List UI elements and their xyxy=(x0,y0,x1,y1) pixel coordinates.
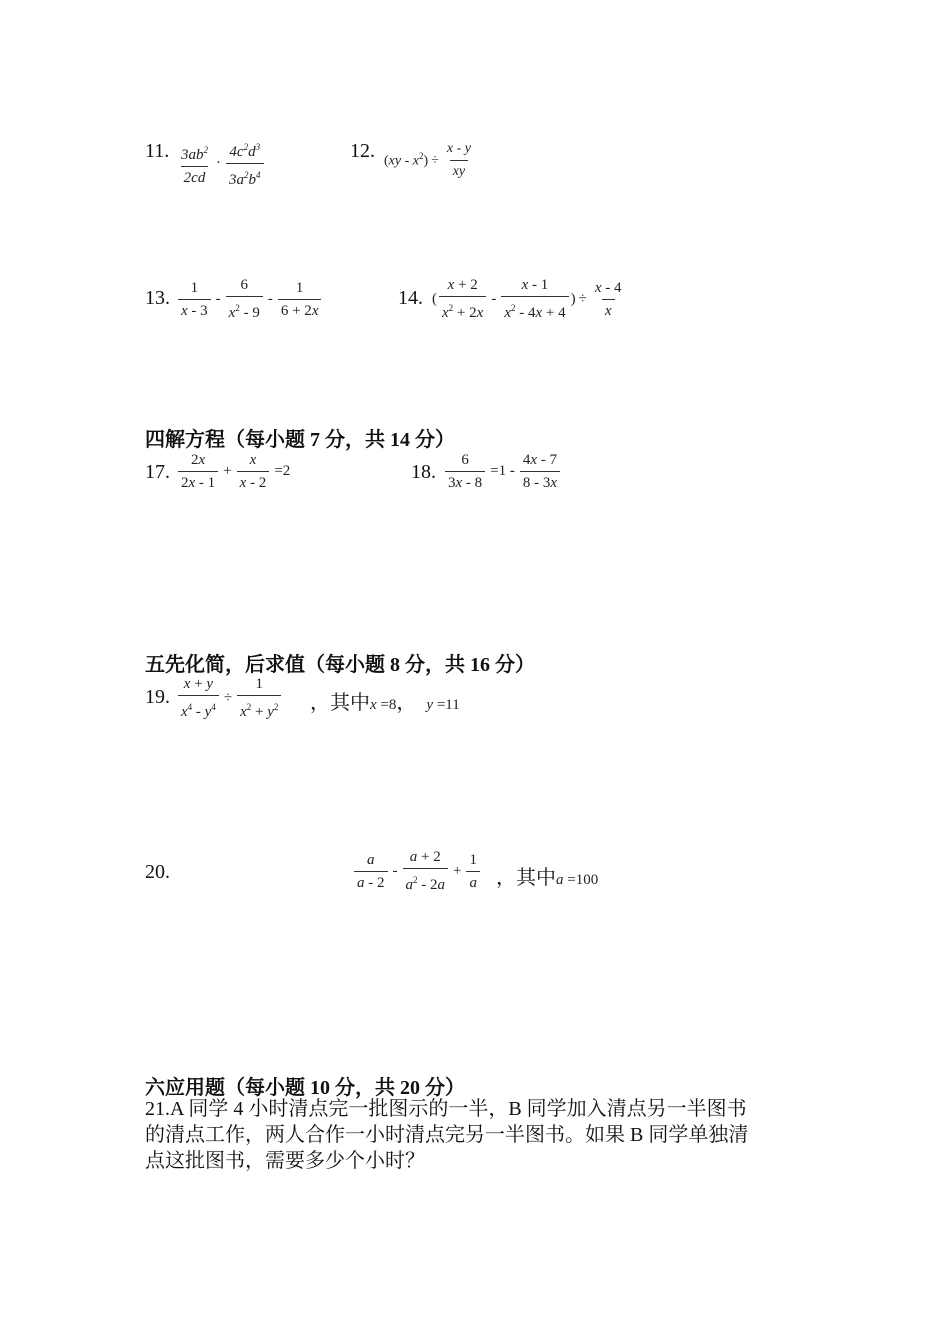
problem-19-condition-label: ，其中 xyxy=(310,692,370,714)
problem-18-expression: $\frac{6}{3x - 8}$ =1 - $\frac{4x - 7}{8 - 3x}$ xyxy=(443,451,562,492)
problem-17-number: 17. xyxy=(145,461,170,483)
problem-12-number: 12. xyxy=(350,140,375,162)
problem-13-number: 13. xyxy=(145,287,170,309)
problem-11-number: 11. xyxy=(145,140,170,162)
problem-13-expression: $\frac{1}{x - 3}$ - $\frac{6}{x^2 - 9}$ - $\frac{1}{6 + 2x}$ xyxy=(176,276,323,322)
problem-14-number: 14. xyxy=(398,287,423,309)
problem-19-number: 19. xyxy=(145,686,170,708)
problem-12-expression: $(xy - x^2)$ ÷ $\frac{x - y}{xy}$ xyxy=(384,141,471,179)
section-6-heading: 六应用题（每小题 10 分，共 20 分） xyxy=(145,1077,465,1099)
problem-19-condition: ，其中 x =8， y =11 xyxy=(310,692,460,714)
problem-21-text xyxy=(145,1096,825,1174)
problem-20-expression: $\frac{a}{a - 2}$ - $\frac{a + 2}{a^2 - 2a}$ + $\frac{1}{a}$ xyxy=(352,848,482,894)
problem-20-number: 20. xyxy=(145,861,170,883)
problem-20-condition: ，其中 a =100 xyxy=(496,867,599,889)
section-4-heading: 四解方程（每小题 7 分，共 14 分） xyxy=(145,429,455,451)
problem-21-line-3: 点这批图书，需要多少个小时？ xyxy=(145,1150,425,1172)
problem-19-expression: $\frac{x + y}{x^4 - y^4}$ ÷ $\frac{1}{x^2 + y^2}$ xyxy=(176,675,283,721)
problem-21-line-1: 21.A 同学 4 小时清点完一批图示的一半，B 同学加入清点另一半图书 xyxy=(145,1098,747,1120)
section-5-heading: 五先化简，后求值（每小题 8 分，共 16 分） xyxy=(145,654,535,676)
problem-14-expression: ( $\frac{x + 2}{x^2 + 2x}$ - $\frac{x - 1}{x^2 - 4x + 4}$ ) ÷ $\frac{x - 4}{x}$ xyxy=(432,277,622,321)
problem-18-number: 18. xyxy=(411,461,436,483)
problem-17-expression: $\frac{2x}{2x - 1}$ + $\frac{x}{x - 2}$ =2 xyxy=(176,451,293,492)
problem-19-separator: ， xyxy=(396,692,417,714)
problem-20-condition-label: ，其中 xyxy=(496,867,556,889)
problem-21-line-2: 的清点工作，两人合作一小时清点完另一半图书。如果 B 同学单独清 xyxy=(145,1124,749,1146)
problem-11-expression: $\frac{3ab^2}{2cd}$ · $\frac{4c^2d^3}{3a^2b^4}$ xyxy=(176,138,266,189)
